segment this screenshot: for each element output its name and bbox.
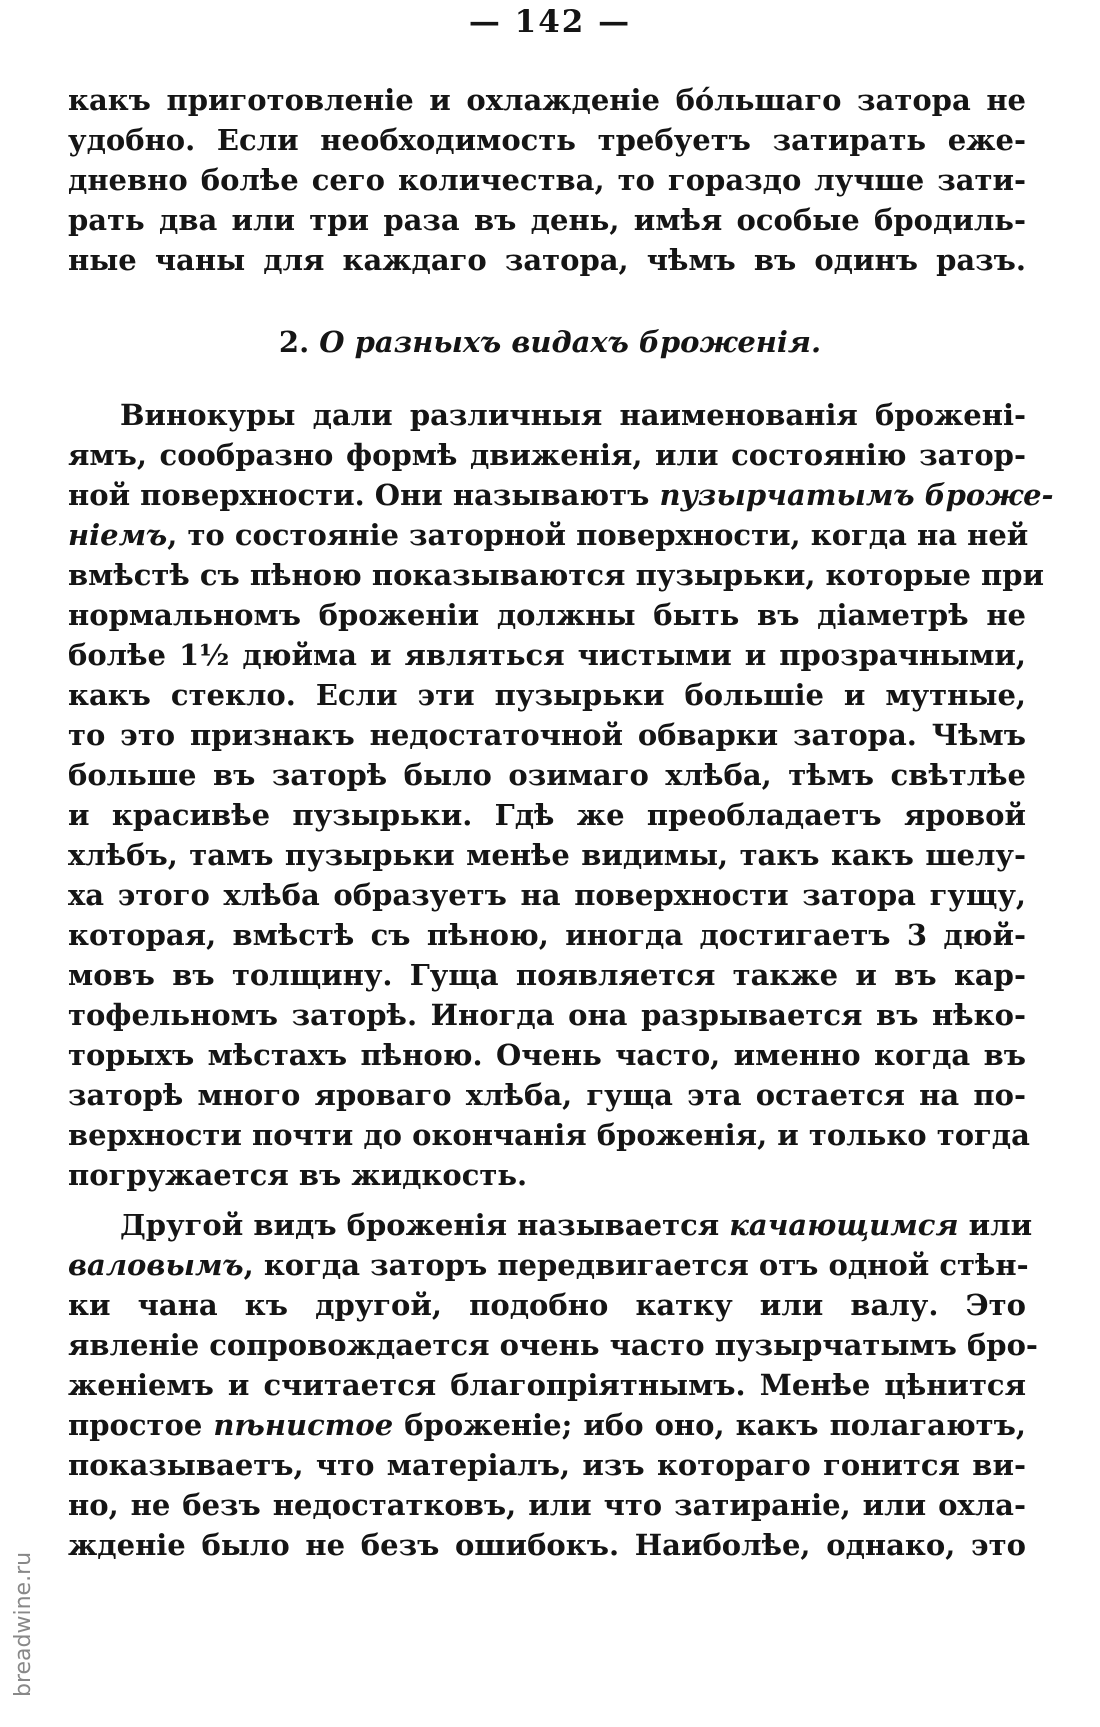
emphasis-term: пузырчатымъ броже- bbox=[659, 478, 1054, 512]
site-watermark bbox=[10, 1297, 38, 1697]
text-line bbox=[68, 1405, 1026, 1445]
section-number: 2. bbox=[278, 325, 310, 359]
text-line: Винокуры дали различныя наименованія броженi- bbox=[120, 398, 1026, 432]
text-line: ха этого хлѣба образуетъ на поверхности затора гущу, bbox=[68, 878, 1026, 912]
text-run: ной поверхности. Они называютъ bbox=[68, 478, 660, 512]
text-line: удобно. Если необходимость требуетъ затирать еже- bbox=[68, 123, 1026, 157]
emphasis-term: пѣнистое bbox=[213, 1408, 394, 1442]
text-line: женіемъ и считается благопріятнымъ. Менѣе цѣнится bbox=[68, 1368, 1026, 1402]
text-line: вмѣстѣ съ пѣною показываются пузырьки, которые при bbox=[68, 558, 1045, 592]
text-line: показываетъ, что матеріалъ, изъ котораго гонится ви- bbox=[68, 1448, 1026, 1482]
text-line bbox=[120, 1205, 1033, 1245]
emphasis-term: качающимся bbox=[729, 1208, 959, 1242]
text-line: то это признакъ недостаточной обварки затора. Чѣмъ bbox=[68, 718, 1026, 752]
text-line: ные чаны для каждаго затора, чѣмъ въ одинъ разъ. bbox=[68, 243, 1026, 277]
text-line: жденіе было не безъ ошибокъ. Наиболѣе, однако, это bbox=[68, 1528, 1026, 1562]
text-line bbox=[68, 515, 1029, 555]
text-line: какъ стекло. Если эти пузырьки большіе и мутные, bbox=[68, 678, 1026, 712]
text-line: тофельномъ заторѣ. Иногда она разрывается въ нѣко- bbox=[68, 998, 1026, 1032]
text-line bbox=[68, 1245, 1029, 1285]
text-run: , то состояніе заторной поверхности, когда на ней bbox=[167, 518, 1029, 552]
text-line: погружается въ жидкость. bbox=[68, 1158, 528, 1192]
text-line: которая, вмѣстѣ съ пѣною, иногда достигаетъ 3 дюй- bbox=[68, 918, 1026, 952]
text-line: заторѣ много яроваго хлѣба, гуща эта остается на по- bbox=[68, 1078, 1026, 1112]
text-line: и красивѣе пузырьки. Гдѣ же преобладаетъ яровой bbox=[68, 798, 1026, 832]
text-run: простое bbox=[68, 1408, 214, 1442]
text-line bbox=[68, 475, 1054, 515]
text-line: какъ приготовленіе и охлажденіе бо́льшаго затора не bbox=[68, 83, 1026, 117]
watermark-text: breadwine.ru bbox=[11, 1551, 36, 1697]
text-run: броженіе; ибо оно, какъ полагаютъ, bbox=[393, 1408, 1026, 1442]
text-line: торыхъ мѣстахъ пѣною. Очень часто, именно когда въ bbox=[68, 1038, 1026, 1072]
text-line: дневно болѣе сего количества, то гораздо лучше зати- bbox=[68, 163, 1026, 197]
page-number: — 142 — bbox=[468, 4, 632, 40]
emphasis-term: валовымъ bbox=[68, 1248, 244, 1282]
text-line: нормальномъ броженіи должны быть въ діаметрѣ не bbox=[68, 598, 1026, 632]
text-line: рать два или три раза въ день, имѣя особые бродиль- bbox=[68, 203, 1026, 237]
section-heading bbox=[0, 322, 1100, 362]
text-line: ки чана къ другой, подобно катку или валу. Это bbox=[68, 1288, 1026, 1322]
text-run: , когда заторъ передвигается отъ одной стѣн- bbox=[243, 1248, 1029, 1282]
text-line: болѣе 1½ дюйма и являться чистыми и прозрачными, bbox=[68, 638, 1026, 672]
text-line: мовъ въ толщину. Гуща появляется также и въ кар- bbox=[68, 958, 1026, 992]
section-title: О разныхъ видахъ броженія. bbox=[319, 325, 822, 359]
emphasis-term: ніемъ bbox=[68, 518, 168, 552]
text-line: но, не безъ недостатковъ, или что затираніе, или охла- bbox=[68, 1488, 1026, 1522]
text-line: явленіе сопровождается очень часто пузырчатымъ бро- bbox=[68, 1328, 1038, 1362]
text-line: хлѣбъ, тамъ пузырьки менѣе видимы, такъ какъ шелу- bbox=[68, 838, 1026, 872]
text-run: или bbox=[958, 1208, 1033, 1242]
text-line: верхности почти до окончанія броженія, и только тогда bbox=[68, 1118, 1030, 1152]
text-line: ямъ, сообразно формѣ движенія, или состоянію затор- bbox=[68, 438, 1026, 472]
text-line: больше въ заторѣ было озимаго хлѣба, тѣмъ свѣтлѣе bbox=[68, 758, 1026, 792]
text-run: Другой видъ броженія называется bbox=[120, 1208, 730, 1242]
